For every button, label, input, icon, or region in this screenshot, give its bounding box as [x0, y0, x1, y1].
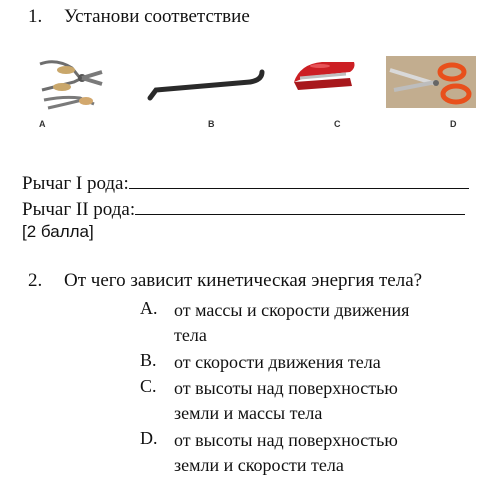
image-d-letter: D: [450, 119, 457, 129]
lever-1-label: Рычаг I рода:: [22, 173, 129, 194]
question-2-text: От чего зависит кинетическая энергия тела?: [64, 270, 423, 291]
option-a-line-1: от массы и скорости движения: [174, 300, 410, 320]
option-d-letter: D.: [140, 428, 158, 448]
option-b-text[interactable]: [174, 350, 381, 375]
image-c-letter: C: [334, 119, 341, 129]
option-b-letter: B.: [140, 350, 157, 370]
crowbar-icon: [146, 68, 268, 104]
option-a-text[interactable]: [174, 298, 409, 348]
scissors-photo: [386, 56, 476, 108]
option-a-letter: A.: [140, 298, 158, 318]
question-1-number: 1.: [28, 6, 43, 27]
lever-2-label: Рычаг II рода:: [22, 199, 136, 220]
scissors-icon: [386, 56, 476, 108]
lever-2-answer-blank[interactable]: [135, 198, 465, 215]
points-label: [2 балла]: [22, 222, 94, 241]
option-d-line-2: земли и скорости тела: [174, 455, 344, 475]
option-d-line-1: от высоты над поверхностью: [174, 430, 398, 450]
option-c-line-2: земли и массы тела: [174, 403, 323, 423]
lever-1-row: [22, 172, 469, 195]
option-a-line-2: тела: [174, 325, 207, 345]
image-a-letter: A: [39, 119, 46, 129]
image-b-letter: B: [208, 119, 215, 129]
option-c-letter: C.: [140, 376, 157, 396]
question-1-text: Установи соответствие: [64, 6, 250, 27]
question-2-number: 2.: [28, 270, 43, 291]
lever-1-answer-blank[interactable]: [129, 172, 469, 189]
option-c-text[interactable]: [174, 376, 398, 426]
lever-2-row: [22, 198, 465, 221]
stapler-icon: [290, 56, 358, 94]
pliers-icon: [36, 56, 108, 112]
option-d-text[interactable]: [174, 428, 398, 478]
option-b-line-1: от скорости движения тела: [174, 352, 381, 372]
option-c-line-1: от высоты над поверхностью: [174, 378, 398, 398]
